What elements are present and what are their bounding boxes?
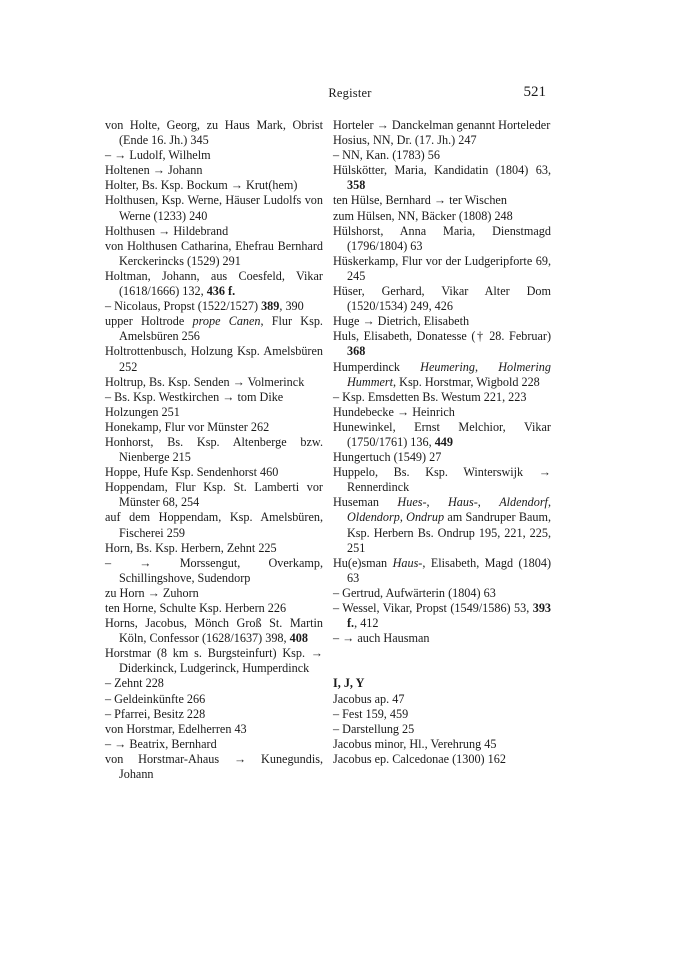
index-entry: [105, 239, 323, 269]
index-entry: [105, 752, 323, 782]
entry-text: Heumering: [420, 359, 475, 374]
index-entry: [105, 541, 323, 556]
entry-text: Hues-: [397, 495, 427, 510]
entry-text: ,: [547, 495, 551, 510]
index-entry: [105, 616, 323, 646]
entry-text: Haus-: [447, 495, 478, 510]
entry-text: Huge → Dietrich, Elisabeth: [333, 314, 470, 329]
index-entry: [105, 178, 323, 193]
page-number: 521: [523, 84, 546, 100]
entry-text: Hüser, Gerhard, Vikar Alter Dom (1520/1534) 249, 426: [333, 284, 551, 314]
index-entry: [105, 676, 323, 691]
entry-text: 436 f.: [206, 284, 236, 299]
entry-text: upper Holtrode: [105, 314, 193, 329]
index-entry: [105, 465, 323, 480]
entry-text: ten Hülse, Bernhard → ter Wischen: [333, 193, 507, 208]
entry-text: I, J, Y: [333, 676, 365, 691]
entry-text: ,: [426, 495, 448, 510]
index-entry: [105, 420, 323, 435]
entry-text: Huls, Elisabeth, Donatesse († 28. Februar): [333, 329, 551, 344]
entry-text: Huppelo, Bs. Ksp. Winterswijk → Rennerdinck: [333, 465, 551, 495]
entry-text: Hu(e)sman: [333, 555, 393, 570]
entry-text: von Horstmar-Ahaus → Kunegundis, Johann: [105, 751, 323, 782]
entry-text: 393 f.: [347, 601, 551, 631]
entry-text: zum Hülsen, NN, Bäcker (1808) 248: [333, 208, 513, 223]
section-heading: [333, 676, 551, 691]
entry-text: prope Canen: [192, 314, 261, 329]
spacer: [333, 661, 551, 676]
entry-text: Huseman: [333, 495, 398, 510]
index-entry: [105, 707, 323, 722]
entry-text: , Flur Ksp. Amelsbüren 256: [119, 314, 323, 344]
index-entry: [105, 480, 323, 510]
entry-text: , Elisabeth, Magd (1804) 63: [347, 555, 552, 585]
entry-text: Horstmar (8 km s. Burgsteinfurt) Ksp. → Diderkinck, Ludgerinck, Humperdinck: [105, 646, 323, 676]
entry-text: – Ksp. Emsdetten Bs. Westum 221, 223: [333, 389, 527, 404]
index-entry: [105, 586, 323, 601]
entry-text: 368: [347, 344, 366, 359]
entry-text: Hungertuch (1549) 27: [333, 450, 442, 465]
index-entry: [333, 707, 551, 722]
index-entry: [333, 722, 551, 737]
index-entry: [105, 722, 323, 737]
index-entry: [105, 269, 323, 299]
index-entry: [333, 465, 551, 495]
entry-text: – Fest 159, 459: [333, 706, 409, 721]
entry-text: – Gertrud, Aufwärterin (1804) 63: [333, 585, 496, 600]
entry-text: Horn, Bs. Ksp. Herbern, Zehnt 225: [105, 540, 277, 555]
entry-text: ten Horne, Schulte Ksp. Herbern 226: [105, 601, 287, 615]
entry-text: Hülskötter, Maria, Kandidatin (1804) 63,: [333, 163, 551, 178]
index-entry: [333, 450, 551, 465]
entry-text: Aldendorf: [499, 495, 548, 510]
entry-text: von Holte, Georg, zu Haus Mark, Obrist (Ende 16. Jh.) 345: [105, 118, 323, 148]
index-entry: [105, 601, 323, 616]
index-entry: [333, 752, 551, 767]
entry-text: Jacobus minor, Hl., Verehrung 45: [333, 736, 497, 751]
entry-text: Hosius, NN, Dr. (17. Jh.) 247: [333, 133, 477, 148]
index-entry: [333, 209, 551, 224]
index-entry: [105, 390, 323, 405]
index-entry: [105, 344, 323, 374]
index-entry: [105, 375, 323, 390]
entry-text: am Sandruper Baum, Ksp. Herbern Bs. Ondrup 195, 221, 225, 251: [347, 510, 552, 555]
entry-text: Holthusen, Ksp. Werne, Häuser Ludolfs von Werne (1233) 240: [105, 193, 323, 223]
entry-text: auf dem Hoppendam, Ksp. Amelsbüren, Fischerei 259: [105, 510, 323, 540]
index-entry: [105, 224, 323, 239]
entry-text: Holtrottenbusch, Holzung Ksp. Amelsbüren 252: [105, 344, 323, 374]
index-entry: [333, 118, 551, 133]
entry-text: Hunewinkel, Ernst Melchior, Vikar (1750/1761) 136,: [333, 419, 551, 449]
entry-text: von Horstmar, Edelherren 43: [105, 721, 247, 736]
entry-text: Holzungen 251: [105, 404, 180, 419]
entry-text: 449: [434, 434, 453, 449]
entry-text: Holter, Bs. Ksp. Bockum → Krut(hem): [105, 178, 298, 193]
entry-text: Oldendorp: [347, 510, 400, 525]
index-entry: [333, 314, 551, 329]
index-entry: [105, 193, 323, 223]
entry-text: Hundebecke → Heinrich: [333, 404, 455, 419]
index-entry: [105, 163, 323, 178]
entry-text: Honekamp, Flur vor Münster 262: [105, 419, 270, 434]
entry-text: – Nicolaus, Propst (1522/1527): [105, 299, 262, 314]
index-entry: [333, 148, 551, 163]
index-entry: [105, 737, 323, 752]
index-entry: [333, 329, 551, 359]
entry-text: , Ksp. Horstmar, Wigbold 228: [393, 374, 540, 389]
entry-text: Hülshorst, Anna Maria, Dienstmagd (1796/1804) 63: [333, 223, 551, 253]
entry-text: Jacobus ap. 47: [333, 691, 405, 706]
entry-text: Hoppe, Hufe Ksp. Sendenhorst 460: [105, 465, 279, 480]
entry-text: – → auch Hausman: [333, 631, 430, 646]
entry-text: Honhorst, Bs. Ksp. Altenberge bzw. Nienberge 215: [105, 434, 323, 465]
entry-text: Holtrup, Bs. Ksp. Senden → Volmerinck: [105, 374, 305, 389]
index-entry: [333, 586, 551, 601]
entry-text: Hoppendam, Flur Ksp. St. Lamberti vor Münster 68, 254: [105, 480, 323, 510]
entry-text: – Bs. Ksp. Westkirchen → tom Dike: [105, 389, 284, 404]
entry-text: Horns, Jacobus, Mönch Groß St. Martin Köln, Confessor (1628/1637) 398,: [105, 616, 323, 646]
index-entry: [105, 556, 323, 586]
entry-text: ,: [477, 495, 500, 510]
index-column-right: [333, 118, 551, 767]
entry-text: von Holthusen Catharina, Ehefrau Bernhard Kerckerincks (1529) 291: [105, 238, 323, 268]
index-column-left: [105, 118, 323, 782]
index-entry: [333, 390, 551, 405]
entry-text: – Pfarrei, Besitz 228: [105, 706, 206, 721]
index-entry: [333, 556, 551, 586]
entry-text: , 412: [354, 616, 379, 631]
entry-text: 408: [289, 631, 308, 646]
entry-text: Hüskerkamp, Flur vor der Ludgeripforte 69, 245: [333, 253, 551, 283]
index-entry: [333, 601, 551, 631]
index-entry: [333, 631, 551, 646]
entry-text: ,: [399, 510, 407, 525]
entry-text: zu Horn → Zuhorn: [105, 585, 199, 600]
entry-text: Jacobus ep. Calcedonae (1300) 162: [333, 751, 506, 766]
entry-text: – → Morssengut, Overkamp, Schillingshove, Sudendorp: [105, 555, 323, 585]
index-entry: [105, 314, 323, 344]
entry-text: – Wessel, Vikar, Propst (1549/1586) 53,: [333, 601, 533, 615]
entry-text: , 390: [279, 299, 304, 314]
index-entry: [333, 420, 551, 450]
entry-text: – Darstellung 25: [333, 721, 415, 736]
index-entry: [105, 435, 323, 465]
index-entry: [105, 646, 323, 676]
entry-text: – Zehnt 228: [105, 676, 164, 691]
index-entry: [333, 193, 551, 208]
index-entry: [333, 224, 551, 254]
running-header-title: Register: [328, 86, 372, 100]
index-entry: [105, 405, 323, 420]
entry-text: – → Beatrix, Bernhard: [105, 736, 217, 751]
spacer: [333, 646, 551, 661]
entry-text: Humperdinck: [333, 359, 421, 374]
entry-text: – → Ludolf, Wilhelm: [105, 148, 211, 163]
index-entry: [333, 360, 551, 390]
entry-text: Holthusen → Hildebrand: [105, 223, 229, 238]
entry-text: Horteler → Danckelman genannt Horteleder: [333, 118, 551, 132]
entry-text: Haus-: [392, 555, 423, 570]
index-entry: [333, 495, 551, 555]
index-entry: [333, 133, 551, 148]
entry-text: – NN, Kan. (1783) 56: [333, 148, 440, 163]
index-entry: [333, 692, 551, 707]
index-entry: [105, 299, 323, 314]
entry-text: Ondrup: [406, 510, 445, 525]
entry-text: Holtenen → Johann: [105, 163, 203, 178]
index-entry: [333, 254, 551, 284]
entry-text: Holtman, Johann, aus Coesfeld, Vikar (1618/1666) 132,: [105, 268, 323, 299]
index-entry: [333, 405, 551, 420]
entry-text: – Geldeinkünfte 266: [105, 691, 206, 706]
index-entry: [105, 510, 323, 540]
entry-text: Holmering Hummert: [347, 359, 551, 389]
entry-text: 389: [261, 299, 280, 314]
index-entry: [105, 148, 323, 163]
index-entry: [105, 118, 323, 148]
entry-text: 358: [347, 178, 366, 193]
index-entry: [333, 163, 551, 193]
index-entry: [333, 737, 551, 752]
entry-text: ,: [475, 359, 499, 374]
index-entry: [105, 692, 323, 707]
index-entry: [333, 284, 551, 314]
